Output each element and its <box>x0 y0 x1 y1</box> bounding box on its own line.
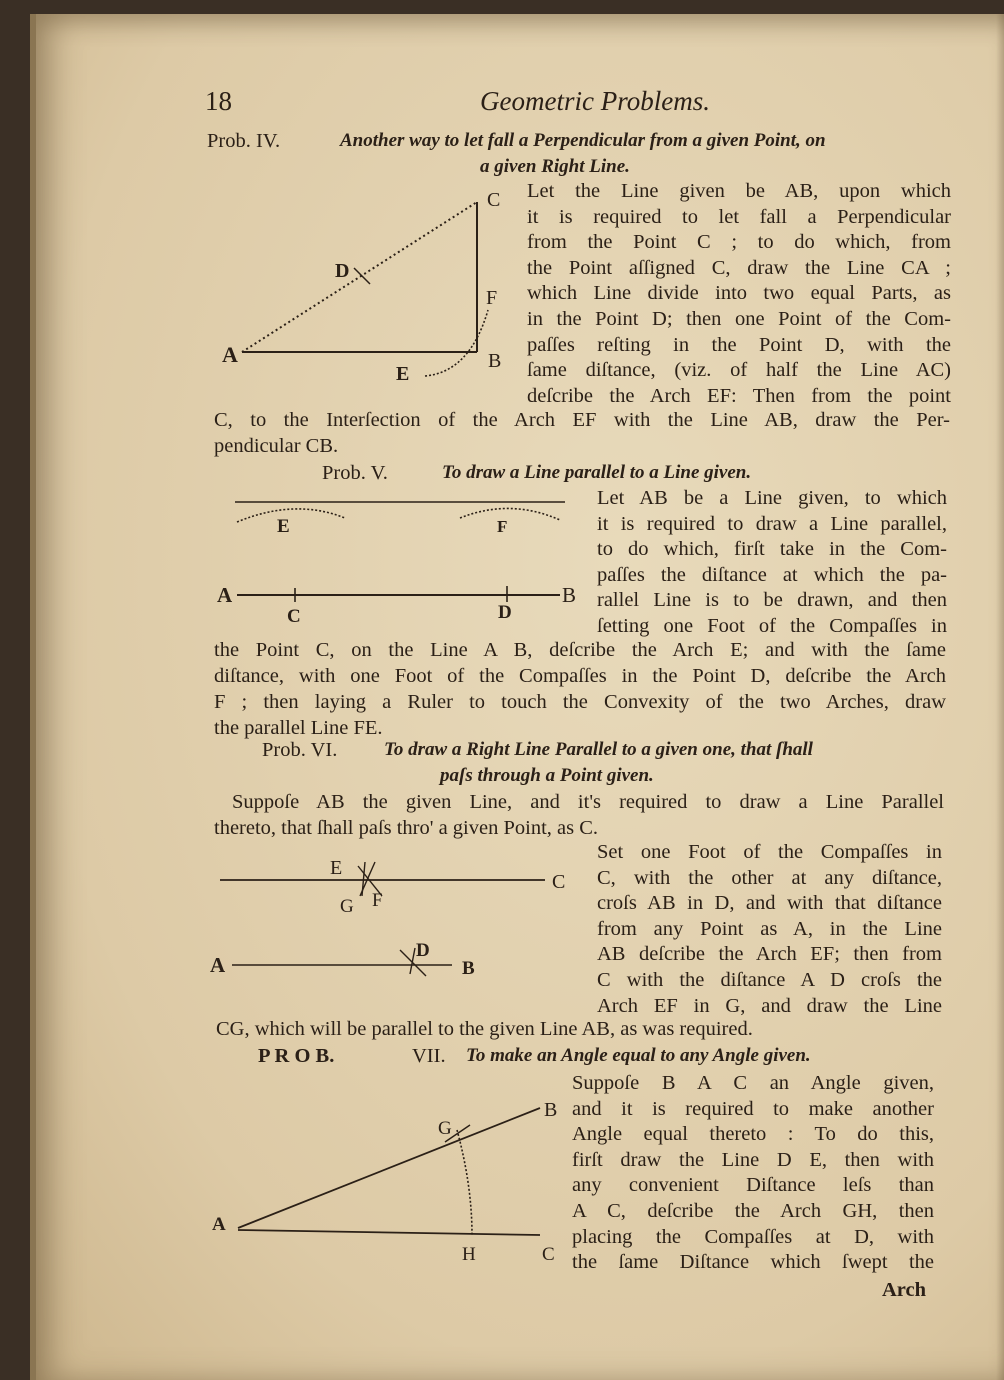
prob4-figure <box>220 180 520 390</box>
label-b: B <box>488 350 502 372</box>
label-a: A <box>210 953 226 977</box>
prob5-full-line: diſtance, with one Foot of the Compaſſes in the Point D, deſcribe the Arch <box>214 665 946 687</box>
p7-text-line: and it is required to make another <box>572 1097 934 1120</box>
p4-text-line: in the Point D; then one Point of the Com- <box>527 308 951 330</box>
p4-text-line: ſame diſtance, (viz. of half the Line AC) <box>527 359 951 382</box>
arch-e <box>237 509 345 522</box>
prob6-full-line: CG, which will be parallel to the given Line AB, as was required. <box>216 1018 753 1040</box>
prob5-full-line: F ; then laying a Ruler to touch the Convexity of the two Arches, draw <box>214 691 946 713</box>
prob6-figure <box>210 850 590 990</box>
arch-f <box>460 508 560 520</box>
page-number: 18 <box>205 86 232 116</box>
prob6-title-line2: paſs through a Point given. <box>440 765 654 786</box>
page-gutter-shadow <box>996 14 1004 1380</box>
prob7-label: P R O B. <box>258 1045 335 1067</box>
arch-gh <box>457 1130 472 1235</box>
arch-ef <box>425 310 488 376</box>
p5-text-line: ſetting one Foot of the Compaſſes in <box>597 615 947 637</box>
prob4-label: Prob. IV. <box>207 130 281 152</box>
prob5-full-line: the parallel Line FE. <box>214 717 383 739</box>
label-c: C <box>287 606 301 627</box>
prob7-figure <box>210 1090 580 1270</box>
prob5-figure <box>215 490 585 630</box>
label-f: F <box>486 287 498 309</box>
prob6-intro-line: thereto, that ſhall paſs thro' a given Point, as C. <box>214 817 599 839</box>
p5-text-line: paſſes the diſtance at which the pa- <box>597 563 947 586</box>
label-h: H <box>462 1244 476 1265</box>
p7-text-line: the ſame Diſtance which ſwept the <box>572 1251 934 1274</box>
label-b: B <box>544 1099 558 1121</box>
p6-text-line: from any Point as A, in the Line <box>597 917 942 940</box>
label-a: A <box>212 1214 226 1235</box>
label-e: E <box>330 857 343 879</box>
running-title: Geometric Problems. <box>480 86 710 116</box>
prob5-full-line: the Point C, on the Line A B, deſcribe the Arch E; and with the ſame <box>214 639 946 661</box>
prob5-label: Prob. V. <box>322 462 388 484</box>
p5-text-line: rallel Line is to be drawn, and then <box>597 589 947 612</box>
p4-text-line: the Point aſſigned C, draw the Line CA ; <box>527 256 951 279</box>
prob7-number: VII. <box>412 1045 446 1067</box>
p6-text-line: Arch EF in G, and draw the Line <box>597 994 942 1017</box>
p5-text-line: to do which, firſt take in the Com- <box>597 538 947 561</box>
line-ab <box>238 1108 540 1228</box>
label-a: A <box>217 583 233 607</box>
prob4-title-line1: Another way to let fall a Perpendicular from a given Point, on <box>340 130 826 151</box>
tick-d <box>354 268 370 284</box>
label-b: B <box>462 958 475 979</box>
label-g: G <box>340 896 354 917</box>
p6-text-line: croſs AB in D, and with that diſtance <box>597 892 942 915</box>
p7-text-line: A C, deſcribe the Arch GH, then <box>572 1200 934 1222</box>
label-b: B <box>562 583 577 607</box>
label-c: C <box>552 871 566 893</box>
label-g: G <box>438 1118 452 1139</box>
p7-text-line: placing the Compaſſes at D, with <box>572 1225 934 1248</box>
prob6-intro-line: Suppoſe AB the given Line, and it's required to draw a Line Parallel <box>232 791 944 813</box>
label-e: E <box>277 516 290 537</box>
p6-text-line: Set one Foot of the Compaſſes in <box>597 841 942 863</box>
p4-text-line: which Line divide into two equal Parts, as <box>527 282 951 305</box>
p4-text-line: from the Point C ; to do which, from <box>527 231 951 254</box>
p4-text-line: deſcribe the Arch EF: Then from the point <box>527 384 951 407</box>
p4-text-line: it is required to let fall a Perpendicular <box>527 205 951 228</box>
prob4-full-line: C, to the Interſection of the Arch EF with the Line AB, draw the Per- <box>214 409 950 431</box>
p6-text-line: C with the diſtance A D croſs the <box>597 969 942 991</box>
line-ac <box>238 1230 540 1235</box>
label-d: D <box>416 940 430 961</box>
prob4-title-line2: a given Right Line. <box>480 156 630 177</box>
p5-text-line: Let AB be a Line given, to which <box>597 487 947 509</box>
prob6-title-line1: To draw a Right Line Parallel to a given one, that ſhall <box>384 739 813 760</box>
p6-text-line: AB deſcribe the Arch EF; then from <box>597 943 942 966</box>
label-c: C <box>542 1244 555 1265</box>
p7-text-line: Angle equal thereto : To do this, <box>572 1123 934 1146</box>
line-ac <box>242 202 477 352</box>
p7-text-line: firſt draw the Line D E, then with <box>572 1148 934 1171</box>
p7-text-line: any convenient Diſtance leſs than <box>572 1174 934 1197</box>
catchword: Arch <box>882 1279 927 1301</box>
prob6-label: Prob. VI. <box>262 739 338 761</box>
label-e: E <box>396 363 410 385</box>
label-c: C <box>487 189 501 211</box>
label-f: F <box>372 890 383 911</box>
label-d: D <box>335 260 350 282</box>
label-a: A <box>222 342 238 367</box>
p5-text-line: it is required to draw a Line parallel, <box>597 512 947 535</box>
label-d: D <box>498 602 512 623</box>
p4-text-line: Let the Line given be AB, upon which <box>527 180 951 202</box>
p6-text-line: C, with the other at any diſtance, <box>597 866 942 889</box>
prob7-title: To make an Angle equal to any Angle given. <box>466 1045 811 1066</box>
p7-text-line: Suppoſe B A C an Angle given, <box>572 1072 934 1094</box>
p4-text-line: paſſes reſting in the Point D, with the <box>527 333 951 356</box>
prob4-full-line: pendicular CB. <box>214 435 339 457</box>
prob5-title: To draw a Line parallel to a Line given. <box>442 462 752 483</box>
label-f: F <box>497 517 508 536</box>
